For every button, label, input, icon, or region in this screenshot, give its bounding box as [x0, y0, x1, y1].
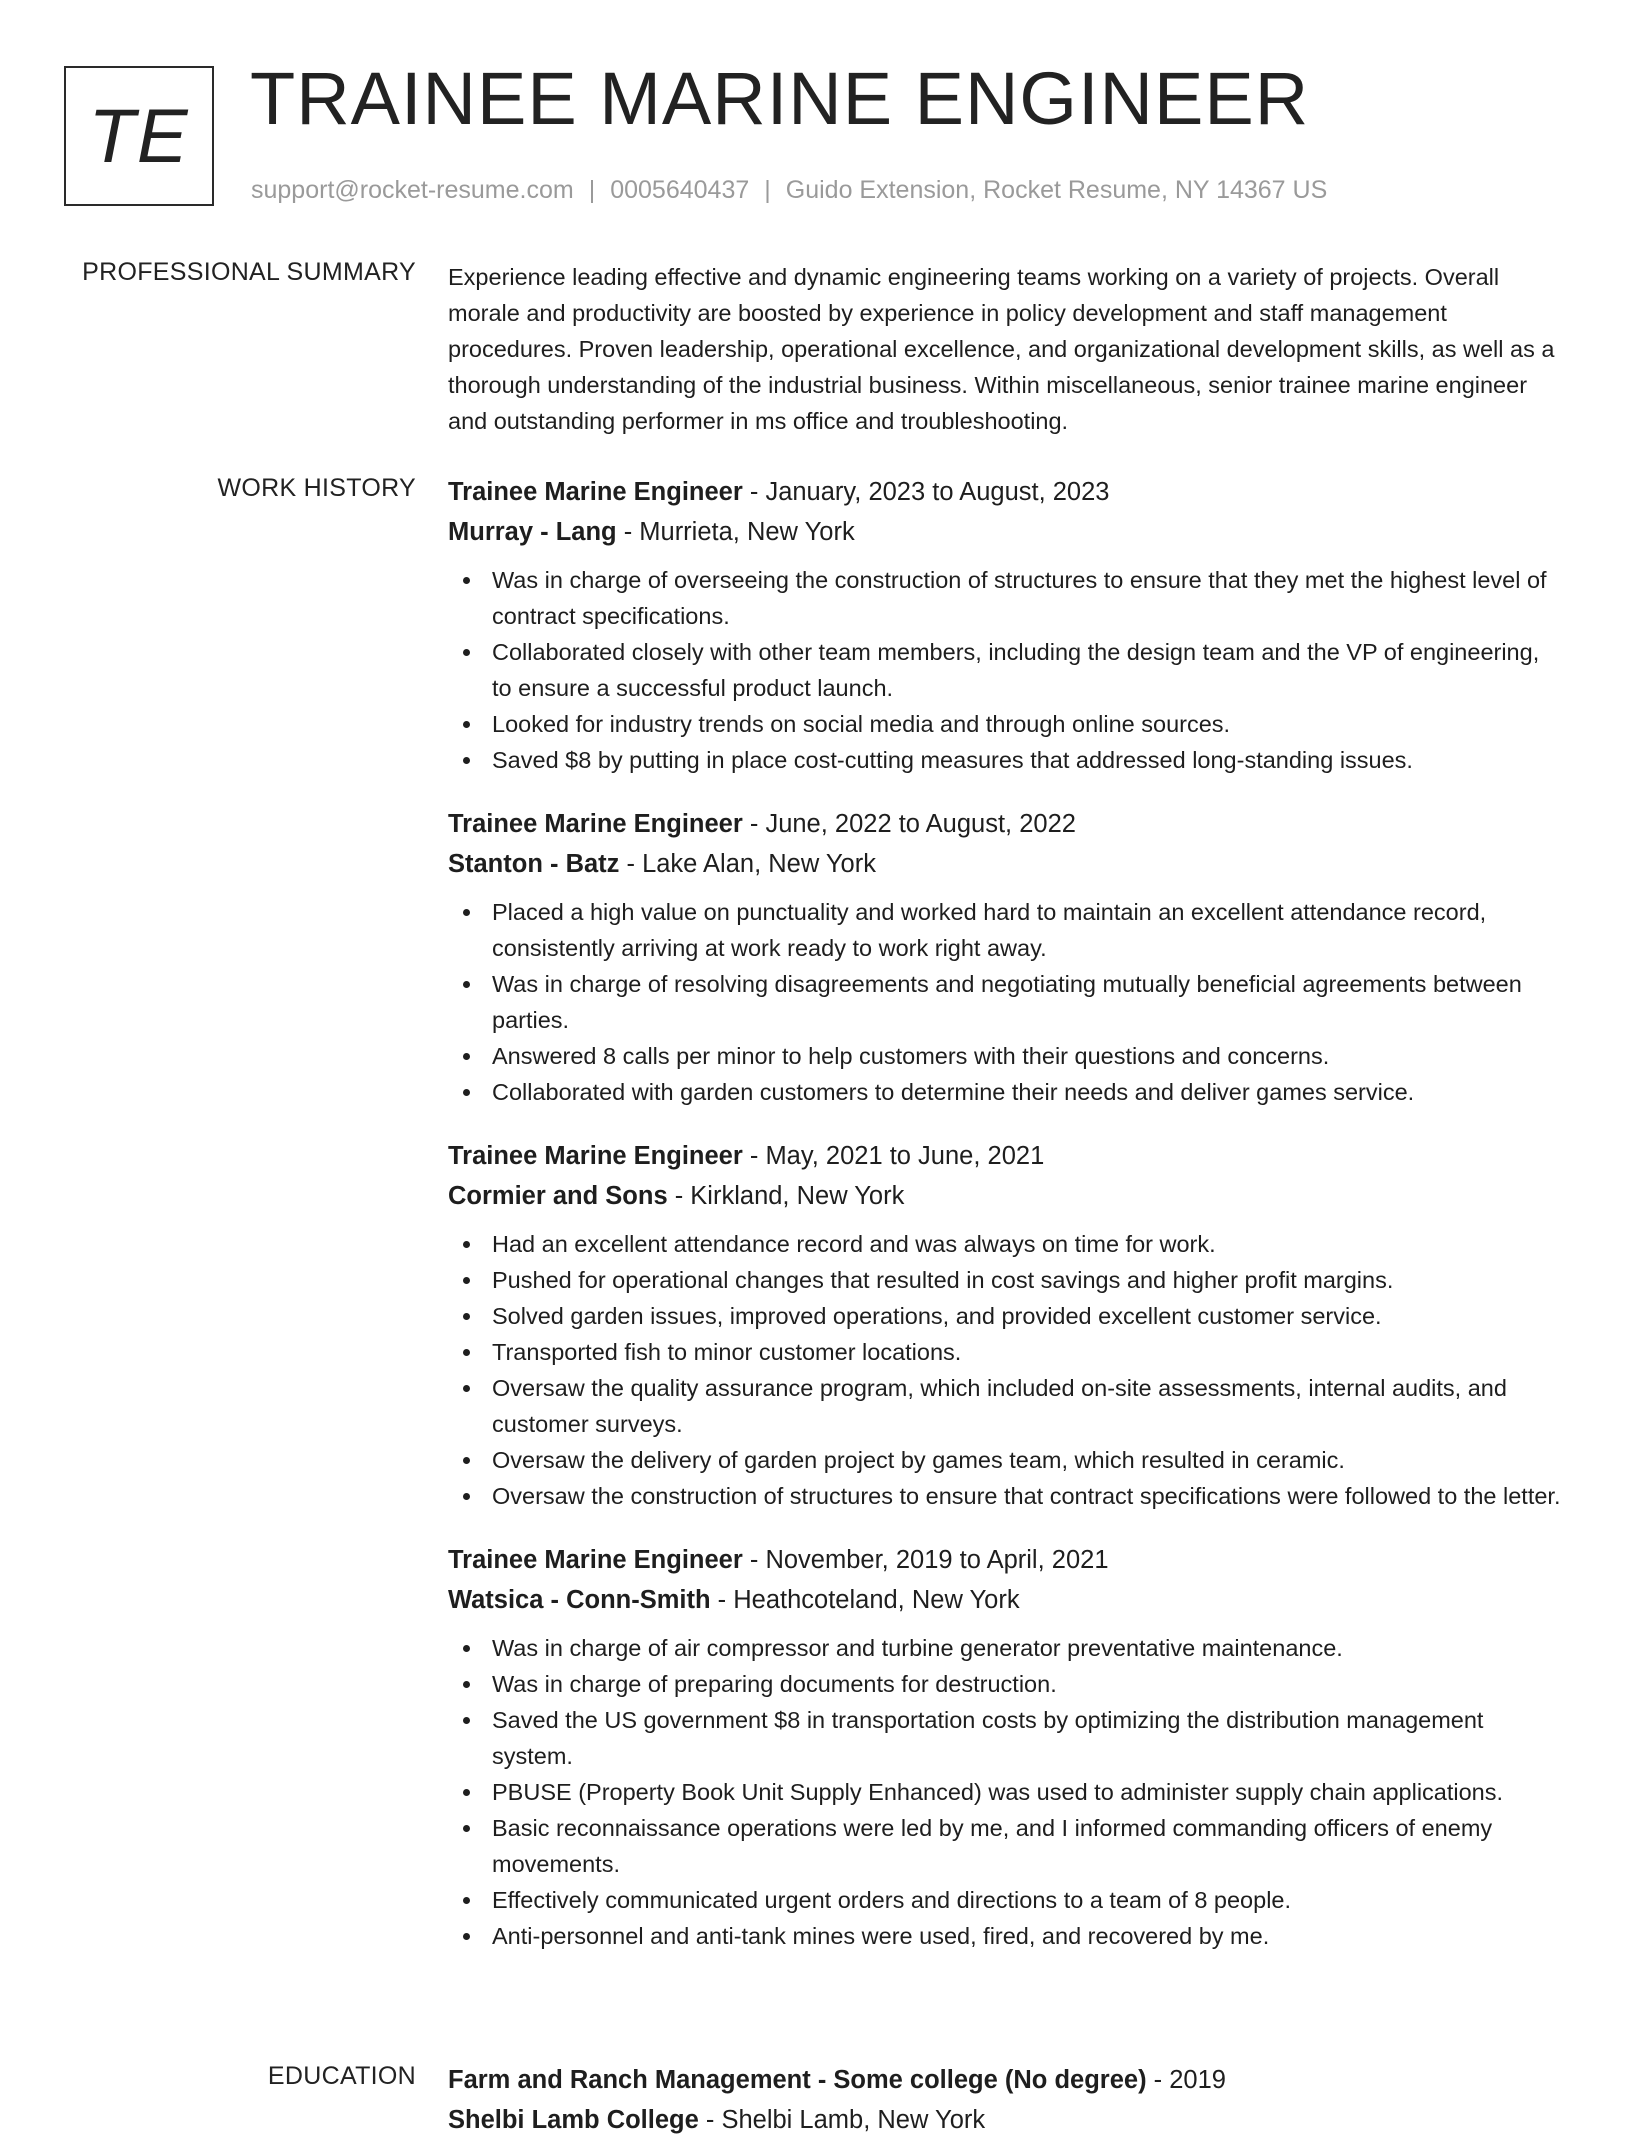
job-company: Murray - Lang — [448, 518, 617, 546]
job-entry — [448, 1540, 1564, 1954]
job-dates: - November, 2019 to April, 2021 — [742, 1546, 1109, 1574]
summary-body — [448, 259, 1564, 439]
education-school-line — [448, 2100, 1564, 2140]
job-bullets — [448, 1226, 1564, 1514]
job-dates: - June, 2022 to August, 2022 — [742, 810, 1076, 838]
job-bullet: Saved the US government $8 in transportation costs by optimizing the distribution management system. — [448, 1702, 1564, 1774]
job-location: - Kirkland, New York — [667, 1182, 905, 1210]
job-entry — [448, 472, 1564, 778]
job-bullet: Answered 8 calls per minor to help customers with their questions and concerns. — [448, 1038, 1564, 1074]
monogram-badge: TE — [64, 66, 214, 206]
job-location: - Heathcoteland, New York — [710, 1586, 1020, 1614]
page-title: TRAINEE MARINE ENGINEER — [250, 57, 1310, 140]
job-bullet: Was in charge of preparing documents for destruction. — [448, 1666, 1564, 1702]
contact-separator: | — [588, 176, 596, 204]
job-company: Cormier and Sons — [448, 1182, 668, 1210]
education-year: - 2019 — [1146, 2066, 1226, 2094]
job-company-line — [448, 844, 1564, 884]
job-bullet: Transported fish to minor customer locations. — [448, 1334, 1564, 1370]
job-bullet: Oversaw the quality assurance program, which included on-site assessments, internal audits, and customer surveys. — [448, 1370, 1564, 1442]
job-title-line — [448, 804, 1564, 844]
job-bullet: Placed a high value on punctuality and worked hard to maintain an excellent attendance record, consistently arriving at work ready to work right away. — [448, 894, 1564, 966]
job-bullet: Collaborated closely with other team members, including the design team and the VP of engineering, to ensure a successful product launch. — [448, 634, 1564, 706]
work-history-body — [448, 472, 1564, 1980]
job-title: Trainee Marine Engineer — [448, 478, 743, 506]
job-bullet: Was in charge of overseeing the construction of structures to ensure that they met the highest level of contract specifications. — [448, 562, 1564, 634]
job-location: - Murrieta, New York — [616, 518, 855, 546]
job-bullets — [448, 1630, 1564, 1954]
job-company-line — [448, 512, 1564, 552]
job-title: Trainee Marine Engineer — [448, 1546, 743, 1574]
job-entry — [448, 1136, 1564, 1514]
job-bullet: Anti-personnel and anti-tank mines were used, fired, and recovered by me. — [448, 1918, 1564, 1954]
contact-phone[interactable]: 0005640437 — [610, 176, 750, 204]
section-heading-work-history: WORK HISTORY — [217, 474, 416, 502]
education-degree-line — [448, 2060, 1564, 2100]
job-title-line — [448, 472, 1564, 512]
job-title-line — [448, 1540, 1564, 1580]
job-bullet: Oversaw the delivery of garden project by games team, which resulted in ceramic. — [448, 1442, 1564, 1478]
job-location: - Lake Alan, New York — [619, 850, 876, 878]
job-company: Watsica - Conn-Smith — [448, 1586, 711, 1614]
job-bullet: Solved garden issues, improved operations, and provided excellent customer service. — [448, 1298, 1564, 1334]
job-bullet: Effectively communicated urgent orders and directions to a team of 8 people. — [448, 1882, 1564, 1918]
education-location: - Shelbi Lamb, New York — [698, 2106, 986, 2134]
job-dates: - January, 2023 to August, 2023 — [742, 478, 1110, 506]
job-bullet: Was in charge of resolving disagreements and negotiating mutually beneficial agreements between parties. — [448, 966, 1564, 1038]
job-bullet: PBUSE (Property Book Unit Supply Enhanced) was used to administer supply chain applications. — [448, 1774, 1564, 1810]
job-bullet: Had an excellent attendance record and was always on time for work. — [448, 1226, 1564, 1262]
job-title-line — [448, 1136, 1564, 1176]
job-bullet: Collaborated with garden customers to determine their needs and deliver games service. — [448, 1074, 1564, 1110]
job-entry — [448, 804, 1564, 1110]
job-bullet: Saved $8 by putting in place cost-cutting measures that addressed long-standing issues. — [448, 742, 1564, 778]
education-school: Shelbi Lamb College — [448, 2106, 699, 2134]
job-title: Trainee Marine Engineer — [448, 1142, 743, 1170]
contact-line — [251, 176, 1327, 205]
job-company: Stanton - Batz — [448, 850, 620, 878]
job-bullet: Oversaw the construction of structures to ensure that contract specifications were followed to the letter. — [448, 1478, 1564, 1514]
job-bullet: Pushed for operational changes that resulted in cost savings and higher profit margins. — [448, 1262, 1564, 1298]
job-bullet: Looked for industry trends on social media and through online sources. — [448, 706, 1564, 742]
job-company-line — [448, 1580, 1564, 1620]
contact-email[interactable]: support@rocket-resume.com — [251, 176, 574, 204]
job-title: Trainee Marine Engineer — [448, 810, 743, 838]
job-company-line — [448, 1176, 1564, 1216]
section-heading-summary: PROFESSIONAL SUMMARY — [82, 258, 416, 286]
education-degree: Farm and Ranch Management - Some college (No degree) — [448, 2066, 1147, 2094]
job-dates: - May, 2021 to June, 2021 — [742, 1142, 1045, 1170]
contact-address: Guido Extension, Rocket Resume, NY 14367 US — [785, 176, 1328, 204]
job-bullet: Basic reconnaissance operations were led by me, and I informed commanding officers of enemy movements. — [448, 1810, 1564, 1882]
summary-text: Experience leading effective and dynamic engineering teams working on a variety of projects. Overall morale and productivity are boosted by experience in policy development and staff management procedures. Proven leadership, operational excellence, and organizational development skills, as well as a thorough understanding of the industrial business. Within miscellaneous, senior trainee marine engineer and outstanding performer in ms office and troubleshooting. — [448, 264, 1555, 434]
section-heading-education: EDUCATION — [267, 2062, 416, 2090]
job-bullet: Was in charge of air compressor and turbine generator preventative maintenance. — [448, 1630, 1564, 1666]
job-bullets — [448, 562, 1564, 778]
education-body — [448, 2060, 1564, 2140]
contact-separator: | — [764, 176, 771, 204]
job-bullets — [448, 894, 1564, 1110]
